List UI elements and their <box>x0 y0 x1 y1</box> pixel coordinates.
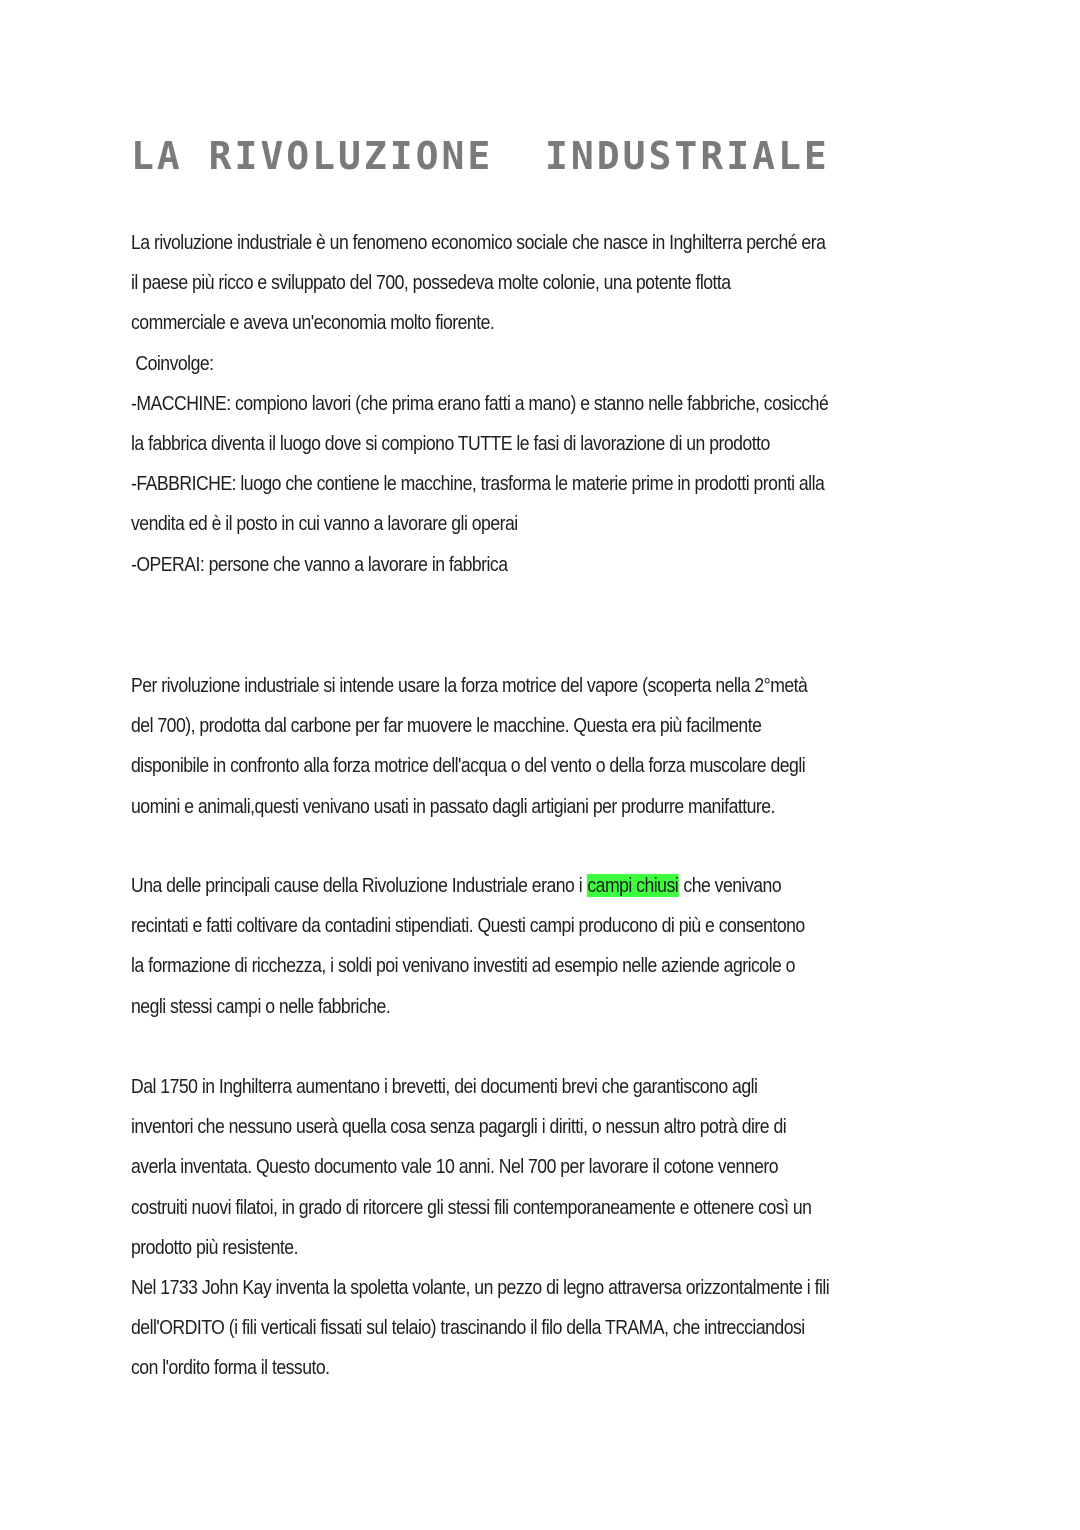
cause-paragraph <box>131 866 970 1027</box>
text-line: costruiti nuovi filatoi, in grado di ritorcere gli stessi fili contemporaneamente e ottenere così un <box>131 1195 812 1219</box>
text-line: con l'ordito forma il tessuto. <box>131 1356 330 1380</box>
text-segment: che venivano <box>679 874 782 897</box>
text-segment: Una delle principali cause della Rivoluzione Industriale erano i <box>131 874 587 897</box>
vapore-paragraph <box>131 666 970 827</box>
page-title: LA RIVOLUZIONE INDUSTRIALE <box>131 134 830 178</box>
text-line: negli stessi campi o nelle fabbriche. <box>131 994 391 1018</box>
text-line <box>131 866 970 906</box>
coinvolge-label: Coinvolge: <box>131 351 214 375</box>
text-line: vendita ed è il posto in cui vanno a lavorare gli operai <box>131 512 518 536</box>
text-line: del 700), prodotta dal carbone per far muovere le macchine. Questa era più facilmente <box>131 714 762 738</box>
text-line: averla inventata. Questo documento vale 10 anni. Nel 700 per lavorare il cotone vennero <box>131 1155 779 1179</box>
text-line: prodotto più resistente. <box>131 1235 298 1259</box>
text-line: uomini e animali,questi venivano usati in passato dagli artigiani per produrre manifatture. <box>131 794 775 818</box>
text-line: commerciale e aveva un'economia molto fiorente. <box>131 311 495 335</box>
text-line: la fabbrica diventa il luogo dove si compiono TUTTE le fasi di lavorazione di un prodotto <box>131 432 770 456</box>
text-line: Dal 1750 in Inghilterra aumentano i brevetti, dei documenti brevi che garantiscono agli <box>131 1075 758 1098</box>
text-line: Nel 1733 John Kay inventa la spoletta volante, un pezzo di legno attraversa orizzontalmente i fili <box>131 1276 830 1300</box>
text-line: il paese più ricco e sviluppato del 700, possedeva molte colonie, una potente flotta <box>131 271 731 295</box>
text-line: La rivoluzione industriale è un fenomeno economico sociale che nasce in Inghilterra perché era <box>131 231 826 254</box>
text-line: inventori che nessuno userà quella cosa senza pagargli i diritti, o nessun altro potrà dire di <box>131 1115 787 1139</box>
list-item-operai: -OPERAI: persone che vanno a lavorare in fabbrica <box>131 552 508 576</box>
intro-paragraph <box>131 223 970 585</box>
text-line: dell'ORDITO (i fili verticali fissati sul telaio) trascinando il filo della TRAMA, che intrecciandosi <box>131 1316 805 1340</box>
list-item-macchine: -MACCHINE: compiono lavori (che prima erano fatti a mano) e stanno nelle fabbriche, cosicché <box>131 391 829 415</box>
list-item-fabbriche: -FABBRICHE: luogo che contiene le macchine, trasforma le materie prime in prodotti pronti alla <box>131 472 825 496</box>
text-line: recintati e fatti coltivare da contadini stipendiati. Questi campi producono di più e consentono <box>131 914 805 938</box>
text-line: Per rivoluzione industriale si intende usare la forza motrice del vapore (scoperta nella 2°metà <box>131 674 808 697</box>
text-line: la formazione di ricchezza, i soldi poi venivano investiti ad esempio nelle aziende agricole o <box>131 954 795 978</box>
text-line: disponibile in confronto alla forza motrice dell'acqua o del vento o della forza muscolare degli <box>131 754 806 778</box>
highlighted-text: campi chiusi <box>587 874 679 897</box>
brevetti-paragraph <box>131 1067 970 1389</box>
